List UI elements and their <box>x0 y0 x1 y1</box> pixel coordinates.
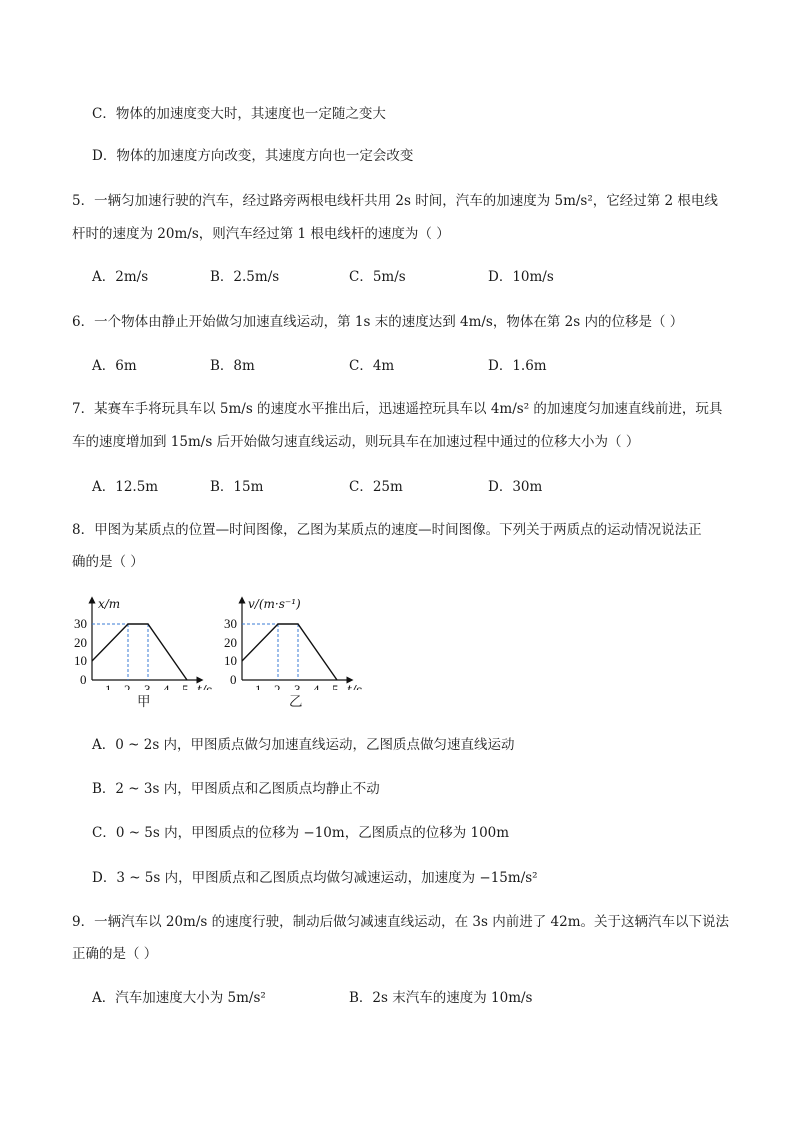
q9-option-a: A．汽车加速度大小为 5m/s² <box>92 990 266 1006</box>
q6-option-a: A．6m <box>92 358 137 374</box>
q8-option-d: D．3 ~ 5s 内，甲图质点和乙图质点均做匀减速运动，加速度为 −15m/s² <box>92 870 538 886</box>
q8-option-a: A．0 ~ 2s 内，甲图质点做匀加速直线运动，乙图质点做匀速直线运动 <box>92 737 515 753</box>
q7-option-b: B．15m <box>210 479 264 495</box>
q8-option-b: B．2 ~ 3s 内，甲图质点和乙图质点均静止不动 <box>92 781 380 797</box>
graph-yi <box>222 590 372 694</box>
q7-text-1: 7．某赛车手将玩具车以 5m/s 的速度水平推出后，迅速遥控玩具车以 4m/s² 的加速度匀加速直线前进，玩具 <box>72 401 723 417</box>
xtick-1: 1 <box>255 682 262 690</box>
xtick-3: 3 <box>294 682 301 690</box>
ytick-20: 20 <box>74 635 87 650</box>
q6-option-b: B．8m <box>210 358 255 374</box>
q9-option-b: B．2s 末汽车的速度为 10m/s <box>349 990 533 1006</box>
ytick-0: 0 <box>230 672 237 687</box>
xtick-2: 2 <box>124 682 131 690</box>
y-axis-label: v/(m·s⁻¹) <box>248 597 301 611</box>
ytick-30: 30 <box>74 616 87 631</box>
q6-text: 6．一个物体由静止开始做匀加速直线运动，第 1s 末的速度达到 4m/s，物体在第 2s 内的位移是（ ） <box>72 314 684 330</box>
q5-text-1: 5．一辆匀加速行驶的汽车，经过路旁两根电线杆共用 2s 时间，汽车的加速度为 5m/s²，它经过第 2 根电线 <box>72 193 718 209</box>
x-axis-label: t/s <box>347 683 363 690</box>
graph-jia <box>72 590 212 694</box>
xtick-5: 5 <box>332 682 339 690</box>
q6-option-c: C．4m <box>349 358 395 374</box>
q6-option-d: D．1.6m <box>488 358 547 374</box>
line-option-d: D．物体的加速度方向改变，其速度方向也一定会改变 <box>92 148 414 164</box>
graph-yi-svg <box>222 590 372 690</box>
ytick-0: 0 <box>80 672 87 687</box>
q8-option-c: C．0 ~ 5s 内，甲图质点的位移为 −10m，乙图质点的位移为 100m <box>92 825 510 841</box>
q9-text-1: 9．一辆汽车以 20m/s 的速度行驶，制动后做匀减速直线运动，在 3s 内前进了 42m。关于这辆汽车以下说法 <box>72 914 729 930</box>
q5-option-c: C．5m/s <box>349 269 406 285</box>
q8-text-1: 8．甲图为某质点的位置—时间图像，乙图为某质点的速度—时间图像。下列关于两质点的运动情况说法正 <box>72 522 702 538</box>
ytick-20: 20 <box>224 635 237 650</box>
xtick-4: 4 <box>313 682 320 690</box>
series-line <box>92 624 187 680</box>
graph-yi-caption: 乙 <box>289 694 303 710</box>
q5-option-d: D．10m/s <box>488 269 554 285</box>
q5-option-a: A．2m/s <box>92 269 149 285</box>
q5-option-b: B．2.5m/s <box>210 269 280 285</box>
xtick-5: 5 <box>182 682 189 690</box>
line-option-c: C．物体的加速度变大时，其速度也一定随之变大 <box>92 106 386 122</box>
xtick-4: 4 <box>163 682 170 690</box>
q7-text-2: 车的速度增加到 15m/s 后开始做匀速直线运动，则玩具车在加速过程中通过的位移大小为（ ） <box>72 434 640 450</box>
graph-jia-svg <box>72 590 212 690</box>
ytick-10: 10 <box>224 653 237 668</box>
xtick-3: 3 <box>144 682 151 690</box>
x-axis-label: t/s <box>197 683 212 690</box>
graph-jia-caption: 甲 <box>137 694 151 710</box>
ytick-30: 30 <box>224 616 237 631</box>
series-line <box>242 624 337 680</box>
q7-option-d: D．30m <box>488 479 543 495</box>
xtick-2: 2 <box>274 682 281 690</box>
q7-option-a: A．12.5m <box>92 479 159 495</box>
q9-text-2: 正确的是（ ） <box>72 946 158 962</box>
q7-option-c: C．25m <box>349 479 403 495</box>
y-axis-label: x/m <box>98 597 121 611</box>
xtick-1: 1 <box>105 682 112 690</box>
q5-text-2: 杆时的速度为 20m/s，则汽车经过第 1 根电线杆的速度为（ ） <box>72 226 450 242</box>
q8-text-2: 确的是（ ） <box>72 554 144 570</box>
ytick-10: 10 <box>74 653 87 668</box>
